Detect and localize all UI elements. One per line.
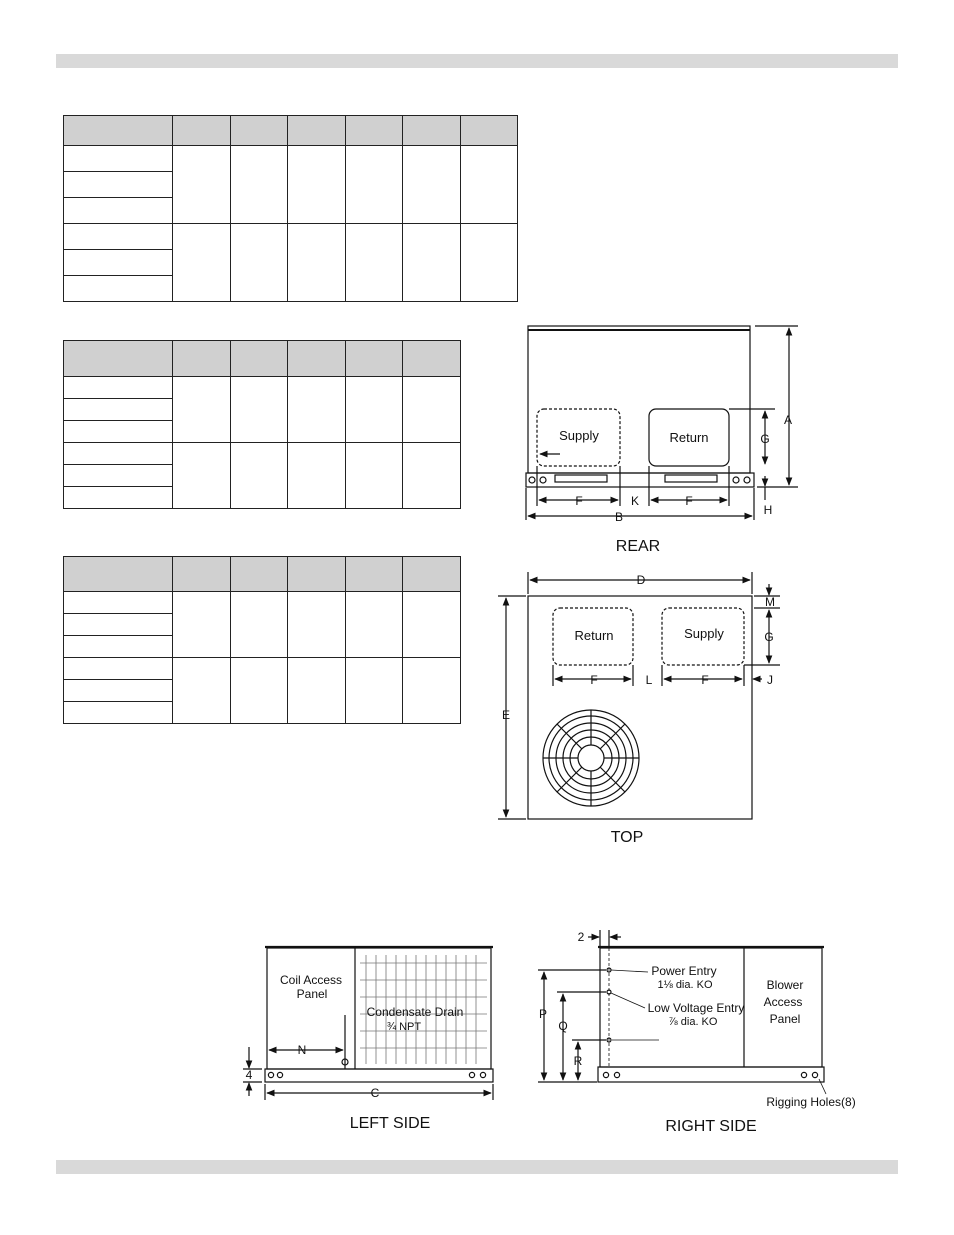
rear-return-label: Return (669, 430, 709, 445)
power-entry-label-2: 1⅛ dia. KO (657, 979, 713, 991)
top-dim-f2-label: F (701, 673, 709, 687)
rear-dim-g-label: G (760, 432, 770, 446)
dim-k-label: K (630, 494, 640, 508)
top-dim-g-label: G (764, 630, 774, 644)
dim-e-label: E (501, 708, 511, 722)
rear-supply-label: Supply (559, 428, 599, 443)
left-side-dimensions (243, 1047, 493, 1100)
top-view-title: TOP (610, 829, 644, 846)
dim-r-label: R (573, 1054, 583, 1068)
rigging-holes-label: Rigging Holes(8) (766, 1095, 856, 1109)
low-voltage-entry-label-2: ⅞ dia. KO (668, 1016, 718, 1028)
dim-q-label: Q (558, 1019, 568, 1033)
left-side-title: LEFT SIDE (349, 1115, 431, 1132)
dim-l-label: L (645, 673, 653, 687)
top-return-label: Return (574, 628, 614, 643)
rear-dim-f1-label: F (575, 494, 583, 508)
condensate-drain-label-1: Condensate Drain (366, 1005, 464, 1019)
dim-b-label: B (614, 510, 624, 524)
rear-view-title: REAR (615, 538, 661, 555)
dim-p-label: P (538, 1007, 548, 1021)
dim-h-label: H (763, 503, 773, 517)
low-voltage-entry-label-1: Low Voltage Entry (647, 1001, 745, 1015)
blower-access-label-2: Access (763, 995, 803, 1009)
power-entry-label-1: Power Entry (651, 964, 717, 978)
dim-2-label: 2 (577, 930, 585, 944)
dim-n-label: N (297, 1043, 307, 1057)
blower-access-label-1: Blower (766, 978, 804, 992)
dim-c-label: C (370, 1086, 380, 1100)
dim-d-label: D (636, 573, 646, 587)
top-supply-label: Supply (684, 626, 724, 641)
top-dim-f1-label: F (590, 673, 598, 687)
dim-m-label: M (765, 595, 775, 609)
right-side-title: RIGHT SIDE (665, 1118, 757, 1135)
rear-dim-f2-label: F (685, 494, 693, 508)
dim-a-label: A (783, 413, 793, 427)
coil-access-label-2: Panel (296, 987, 328, 1001)
top-view (498, 572, 780, 819)
dim-4-label: 4 (245, 1068, 253, 1082)
rear-view (526, 326, 798, 520)
dim-j-label: J (767, 673, 773, 687)
blower-access-label-3: Panel (769, 1012, 801, 1026)
condensate-drain-label-2: ¾ NPT (386, 1021, 422, 1033)
coil-access-label-1: Coil Access (279, 973, 343, 987)
